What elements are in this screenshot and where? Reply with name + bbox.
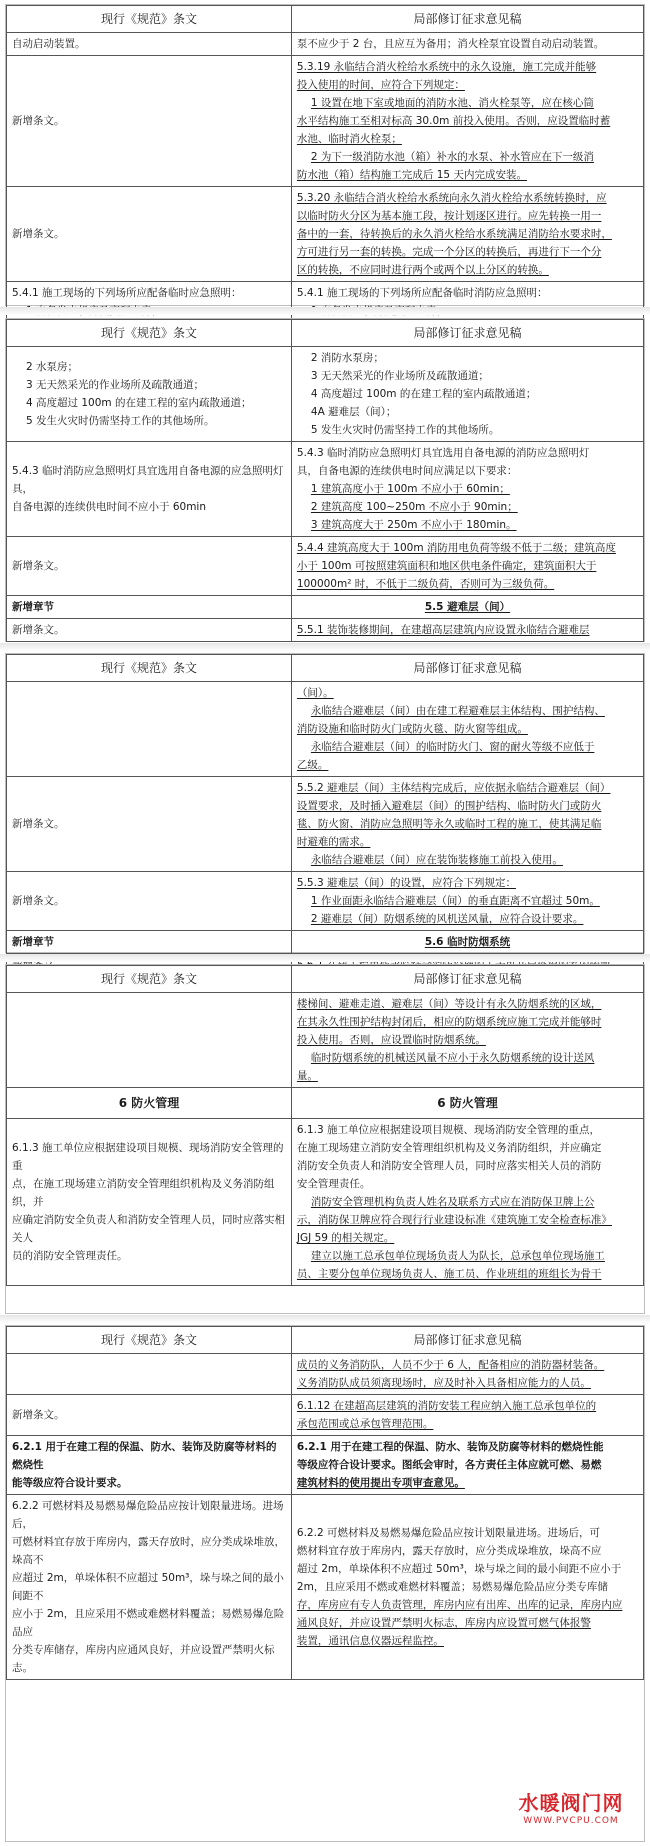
- cell-left: 新增章节: [7, 931, 292, 954]
- header-right: 局部修订征求意见稿: [291, 320, 643, 347]
- header-row: [7, 655, 644, 682]
- header-left: 现行《规范》条文: [7, 6, 292, 33]
- table-row: [7, 187, 644, 282]
- header-left: 现行《规范》条文: [7, 966, 292, 993]
- page-separator: [0, 643, 650, 651]
- cell-right: 5.5.1 装饰装修期间，在建超高层建筑内应设置永临结合避难层: [291, 619, 643, 642]
- cell-left: 6.2.1 用于在建工程的保温、防水、装饰及防腐等材料的燃烧性 能等级应符合设计要求。: [7, 1436, 292, 1495]
- table-row: [7, 1395, 644, 1436]
- page-separator: [0, 307, 650, 315]
- cell-right: 6.1.3 施工单位应根据建设项目规模、现场消防安全管理的重点， 在施工现场建立消防安全管理组织机构及义务消防组织，并应确定 消防安全负责人和消防安全管理人员，同时应落实相关人员的消防 安全管理责任。 消防安全管理机构负责人姓名及联系方式应在消防保卫牌上公 示，消防保卫牌应符合现行行业建设标准《建筑施工安全检查标准》 JGJ 59 的相关规定。 建立以施工总承包单位现场负责人为队长，总承包单位现场施工 员、主要分包单位现场负责人、施工员、作业班组的班组长为骨干: [291, 1119, 643, 1286]
- table-row: [7, 1119, 644, 1286]
- cell-right: 5.4.1 施工现场的下列场所应配备临时消防应急照明：: [291, 282, 643, 323]
- table-row: [7, 1088, 644, 1119]
- cell-left: 新增条文。: [7, 1395, 292, 1436]
- cell-right: 6.1.12 在建超高层建筑的消防安装工程应纳入施工总承包单位的 承包范围或总承包管理范围。: [291, 1395, 643, 1436]
- table-row: [7, 442, 644, 537]
- watermark-url: WWW.PVCPU.COM: [523, 1816, 619, 1826]
- cell-right: 成员的义务消防队，人员不少于 6 人，配备相应的消防器材装备。 义务消防队成员须离现场时，应及时补入具备相应能力的人员。: [291, 1354, 643, 1395]
- cell-right: 5.6 临时防烟系统: [291, 931, 643, 954]
- table-row: [7, 537, 644, 596]
- table-row: [7, 619, 644, 642]
- cell-left: 新增条文。: [7, 537, 292, 596]
- table-row: [7, 1354, 644, 1395]
- table-row: [7, 56, 644, 187]
- header-right: 局部修订征求意见稿: [291, 655, 643, 682]
- cell-right: 楼梯间、避难走道、避难层（间）等设计有永久防烟系统的区域， 在其永久性围护结构封闭后，相应的防烟系统应施工完成并能够时 投入使用。否则，应设置临时防烟系统。 临时防烟系统的机械送风量不应小于永久防烟系统的设计送风 量。: [291, 993, 643, 1088]
- comparison-table: [6, 654, 644, 977]
- site-watermark: [510, 1787, 632, 1831]
- cell-left: 6.1.3 施工单位应根据建设项目规模、现场消防安全管理的重 点，在施工现场建立消防安全管理组织机构及义务消防组织，并 应确定消防安全负责人和消防安全管理人员，同时应落实相关人 员的消防安全管理责任。: [7, 1119, 292, 1286]
- table-row: [7, 33, 644, 56]
- cell-left: 6 防火管理: [7, 1088, 292, 1119]
- cell-right: 泵不应少于 2 台，且应互为备用；消火栓泵宜设置自动启动装置。: [291, 33, 643, 56]
- cell-left: 5.4.3 临时消防应急照明灯具宜选用自备电源的应急照明灯具， 自备电源的连续供电时间不应小于 60min: [7, 442, 292, 537]
- table-row: [7, 1495, 644, 1680]
- cell-left: 2 水泵房； 3 无天然采光的作业场所及疏散通道； 4 高度超过 100m 的在建工程的室内疏散通道； 5 发生火灾时仍需坚持工作的其他场所。: [7, 347, 292, 442]
- table-row: [7, 993, 644, 1088]
- cell-right: 6.2.2 可燃材料及易燃易爆危险品应按计划限量进场。进场后，可 燃材料宜存放于库房内，露天存放时，应分类成垛堆放，垛高不应 超过 2m，单垛体积不应超过 50m³，垛与垛之间的最小间距不应小于 2m，且应采用不燃或难燃材料覆盖；易燃易爆危险品应分类专库储 存，库房应有专人负责管理，库房内应有出库、出库的记录，库房内应 通风良好，并应设置严禁明火标志，库房内应设置可燃气体报警 装置，通讯信息仪器远程监控。: [291, 1495, 643, 1680]
- cell-right: 6 防火管理: [291, 1088, 643, 1119]
- watermark-logo: 水暖阀门网: [518, 1791, 624, 1815]
- page-5: [5, 1325, 645, 1842]
- cell-right: 5.4.3 临时消防应急照明灯具宜选用自备电源的消防应急照明灯 具，自备电源的连续供电时间应满足以下要求： 1 建筑高度小于 100m 不应小于 60min； 2 建筑高度 100~250m 不应小于 90min； 3 建筑高度大于 250m 不应小于 180min。: [291, 442, 643, 537]
- cell-left: [7, 682, 292, 777]
- table-row: [7, 347, 644, 442]
- table-row: [7, 777, 644, 872]
- comparison-table: [6, 5, 644, 323]
- cell-left: [7, 993, 292, 1088]
- page-3: [5, 653, 645, 953]
- cell-left: 5.4.1 施工现场的下列场所应配备临时应急照明：: [7, 282, 292, 323]
- cell-left: 新增条文。: [7, 872, 292, 931]
- cell-left: 新增章节: [7, 596, 292, 619]
- page-1: [5, 4, 645, 306]
- page-4: [5, 964, 645, 1314]
- header-right: 局部修订征求意见稿: [291, 1327, 643, 1354]
- header-left: 现行《规范》条文: [7, 1327, 292, 1354]
- table-row: [7, 596, 644, 619]
- cell-left: 新增条文。: [7, 777, 292, 872]
- table-row: [7, 1436, 644, 1495]
- header-left: 现行《规范》条文: [7, 320, 292, 347]
- page-separator: [0, 954, 650, 962]
- table-row: [7, 872, 644, 931]
- cell-left: 新增条文。: [7, 56, 292, 187]
- page-2: [5, 318, 645, 642]
- header-row: [7, 6, 644, 33]
- comparison-table: [6, 965, 644, 1286]
- cell-right: 5.5.2 避难层（间）主体结构完成后，应依据永临结合避难层（间） 设置要求，及时插入避难层（间）的围护结构、临时防火门或防火 毯、防火窗、消防应急照明等永久或临时工程的施工，使其满足临 时避难的需求。 永临结合避难层（间）应在装饰装修施工前投入使用。: [291, 777, 643, 872]
- cell-left: [7, 1354, 292, 1395]
- header-row: [7, 1327, 644, 1354]
- header-row: [7, 320, 644, 347]
- cell-right: （间）。 永临结合避难层（间）由在建工程避难层主体结构、围护结构、 消防设施和临时防火门或防火毯、防火窗等组成。 永临结合避难层（间）的临时防火门、窗的耐火等级不应低于 乙级。: [291, 682, 643, 777]
- cell-left: 新增条文。: [7, 619, 292, 642]
- header-left: 现行《规范》条文: [7, 655, 292, 682]
- header-right: 局部修订征求意见稿: [291, 6, 643, 33]
- header-right: 局部修订征求意见稿: [291, 966, 643, 993]
- comparison-table: [6, 319, 644, 642]
- page-separator: [0, 1315, 650, 1323]
- cell-left: 新增条文。: [7, 187, 292, 282]
- cell-right: 2 消防水泵房； 3 无天然采光的作业场所及疏散通道； 4 高度超过 100m 的在建工程的室内疏散通道； 4A 避难层（间）； 5 发生火灾时仍需坚持工作的其他场所。: [291, 347, 643, 442]
- table-row: [7, 682, 644, 777]
- comparison-table: [6, 1326, 644, 1680]
- cell-right: 6.2.1 用于在建工程的保温、防水、装饰及防腐等材料的燃烧性能 等级应符合设计要求。图纸会审时，各方责任主体应就可燃、易燃 建筑材料的使用提出专项审查意见。: [291, 1436, 643, 1495]
- header-row: [7, 966, 644, 993]
- cell-right: 5.3.20 永临结合消火栓给水系统向永久消火栓给水系统转换时，应 以临时防火分区为基本施工段，按计划逐区进行。应先转换一用一 备中的一套，待转换后的永久消火栓给水系统满足消防给水要求时， 方可进行另一套的转换。完成一个分区的转换后，再进行下一个分 区的转换，不应同时进行两个或两个以上分区的转换。: [291, 187, 643, 282]
- cell-right: 5.5 避难层（间）: [291, 596, 643, 619]
- cell-right: 5.5.3 避难层（间）的设置，应符合下列规定： 1 作业面距永临结合避难层（间）的垂直距离不宜超过 50m。 2 避难层（间）防烟系统的风机送风量，应符合设计要求。: [291, 872, 643, 931]
- cell-left: 自动启动装置。: [7, 33, 292, 56]
- cell-right: 5.3.19 永临结合消火栓给水系统中的永久设施，施工完成并能够 投入使用的时间，应符合下列规定： 1 设置在地下室或地面的消防水池、消火栓泵等，应在核心筒 水平结构施工至相对标高 30.0m 前投入使用。否则，应设置临时蓄 水池、临时消火栓泵； 2 为下一级消防水池（箱）补水的水泵、补水管应在下一级消 防水池（箱）结构施工完成后 15 天内完成安装。: [291, 56, 643, 187]
- table-row: [7, 931, 644, 954]
- table-row: [7, 282, 644, 323]
- cell-right: 5.4.4 建筑高度大于 100m 消防用电负荷等级不低于二级；建筑高度 小于 100m 可按照建筑面积和地区供电条件确定，建筑面积大于 100000m² 时，不低于二级负荷，否则可为三级负荷。: [291, 537, 643, 596]
- cell-left: 6.2.2 可燃材料及易燃易爆危险品应按计划限量进场。进场后， 可燃材料宜存放于库房内，露天存放时，应分类成垛堆放，垛高不 应超过 2m，单垛体积不应超过 50m³，垛与垛之间的最小间距不 应小于 2m，且应采用不燃或难燃材料覆盖；易燃易爆危险品应 分类专库储存，库房内应通风良好，并应设置严禁明火标志。: [7, 1495, 292, 1680]
